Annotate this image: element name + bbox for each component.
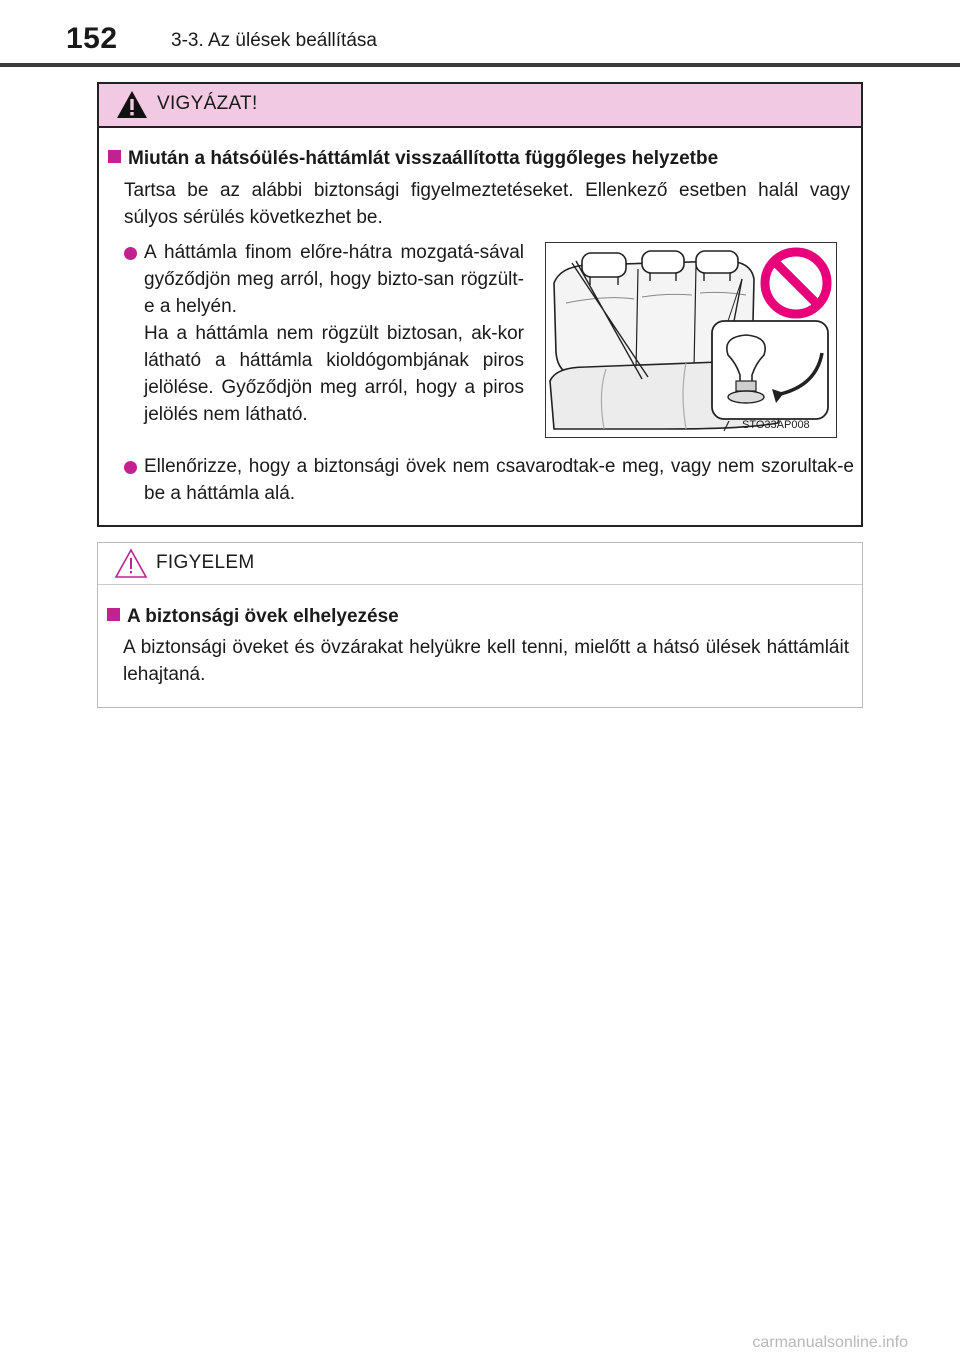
page-number: 152 [66, 22, 118, 55]
prohibition-icon [760, 247, 832, 319]
warning-bullet-1-continuation: Ha a háttámla nem rögzült biztosan, ak-kor látható a háttámla kioldógombjának piros jelölése. Győződjön meg arról, hogy a piros jelölés nem látható. [144, 323, 524, 425]
page-header [0, 0, 960, 70]
round-bullet-icon [124, 461, 137, 474]
warning-heading [108, 148, 718, 170]
figure-code: STO33AP008 [742, 419, 810, 431]
warning-intro: Tartsa be az alábbi biztonsági figyelmeztetéseket. Ellenkező esetben halál vagy súlyos sérülés következhet be. [124, 180, 850, 228]
notice-box [97, 542, 863, 708]
seat-release-illustration [545, 242, 837, 438]
round-bullet-icon [124, 247, 137, 260]
header-rule [0, 63, 960, 67]
notice-label: FIGYELEM [156, 552, 255, 573]
warning-header [99, 84, 861, 128]
notice-heading-text: A biztonsági övek elhelyezése [127, 606, 399, 627]
notice-header [98, 543, 862, 585]
watermark: carmanualsonline.info [752, 1334, 908, 1351]
warning-bullet-1 [144, 239, 524, 428]
warning-heading-text: Miután a hátsóülés-háttámlát visszaállította függőleges helyzetbe [128, 148, 719, 169]
chapter-title: 3-3. Az ülések beállítása [171, 30, 377, 51]
square-bullet-icon [108, 150, 121, 163]
caution-triangle-icon [114, 547, 148, 579]
warning-label: VIGYÁZAT! [157, 93, 258, 114]
notice-heading [107, 606, 399, 628]
warning-triangle-icon [115, 88, 149, 120]
warning-bullet-1-text: A háttámla finom előre-hátra mozgatá-sával győződjön meg arról, hogy bizto-san rögzült-e a helyén. [144, 242, 524, 317]
notice-text: A biztonsági öveket és övzárakat helyükre kell tenni, mielőtt a hátsó ülések háttámláit lehajtaná. [123, 637, 849, 685]
warning-bullet-2: Ellenőrizze, hogy a biztonsági övek nem csavarodtak-e meg, vagy nem szorultak-e be a háttámla alá. [144, 456, 854, 504]
square-bullet-icon [107, 608, 120, 621]
